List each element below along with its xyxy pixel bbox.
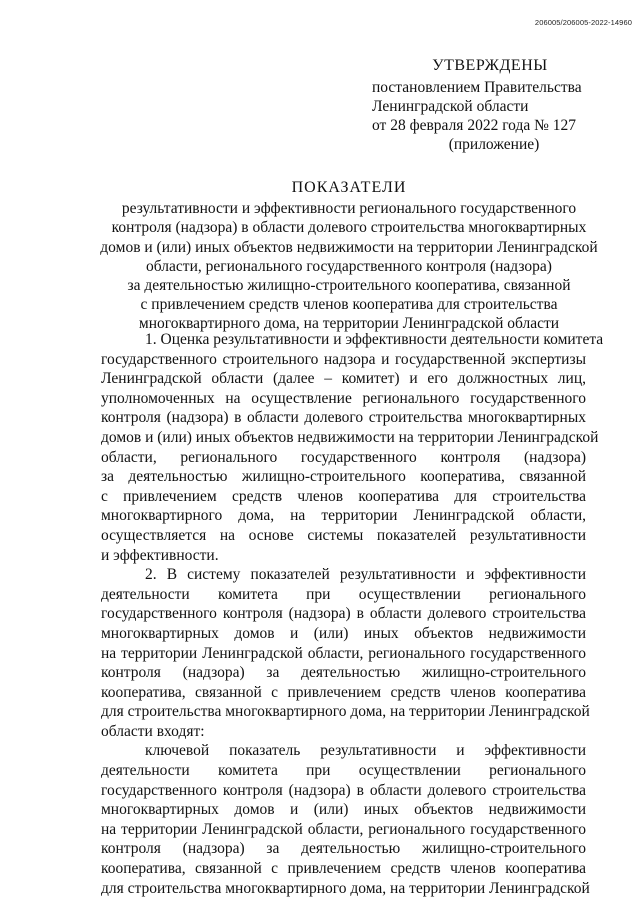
paragraph-2-line: кооператива, связанной с привлечением средств членов кооператива: [101, 683, 586, 701]
title-subline: результативности и эффективности регионального государственного: [121, 200, 577, 218]
title-subline: многоквартирного дома, на территории Ленинградской области: [138, 315, 560, 333]
approval-heading: УТВЕРЖДЕНЫ: [432, 57, 548, 74]
paragraph-2-line: на территории Ленинградской области, регионального государственного: [101, 644, 586, 662]
paragraph-1-line: многоквартирного дома, на территории Ленинградской области,: [101, 507, 586, 525]
document-title-block: [60, 178, 638, 334]
paragraph-2-line: области входят:: [101, 722, 205, 740]
document-body: [101, 330, 604, 898]
paragraph-1-line: за деятельностью жилищно-строительного кооператива, связанной: [101, 468, 586, 486]
paragraph-2-line: государственного контроля (надзора) в области долевого строительства: [101, 605, 586, 623]
approval-line: Ленинградской области: [372, 98, 529, 115]
document-title: ПОКАЗАТЕЛИ: [291, 179, 407, 196]
title-subline: контроля (надзора) в области долевого строительства многоквартирных: [111, 219, 587, 237]
approval-appendix: (приложение): [448, 136, 540, 153]
paragraph-2-line: деятельности комитета при осуществлении регионального: [101, 585, 586, 603]
paragraph-1-line: области, регионального государственного контроля (надзора): [101, 448, 586, 466]
paragraph-1-line: 1. Оценка результативности и эффективности деятельности комитета: [145, 331, 604, 348]
paragraph-3-line: для строительства многоквартирного дома, на территории Ленинградской: [101, 879, 590, 897]
paragraph-3-line: контроля (надзора) за деятельностью жилищно-строительного: [101, 840, 586, 858]
paragraph-2-line: для строительства многоквартирного дома, на территории Ленинградской: [101, 703, 590, 721]
document-registration-number: 206005/206005-2022-14960: [534, 18, 632, 27]
paragraph-3-line: деятельности комитета при осуществлении регионального: [101, 762, 586, 780]
approval-block: [372, 56, 592, 154]
paragraph-1-line: уполномоченных на осуществление регионального государственного: [101, 389, 586, 407]
paragraph-1-line: домов и (или) иных объектов недвижимости на территории Ленинградской: [101, 428, 599, 446]
paragraph-1-line: и эффективности.: [101, 546, 219, 564]
paragraph-1-line: осуществляется на основе системы показателей результативности: [101, 526, 586, 544]
paragraph-3-line: на территории Ленинградской области, регионального государственного: [101, 820, 586, 838]
title-subline: домов и (или) иных объектов недвижимости на территории Ленинградской: [100, 238, 598, 256]
title-subline: за деятельностью жилищно-строительного кооператива, связанной: [127, 277, 571, 295]
paragraph-1-line: контроля (надзора) в области долевого строительства многоквартирных: [101, 409, 586, 427]
paragraph-2-line: многоквартирных домов и (или) иных объектов недвижимости: [101, 624, 586, 642]
paragraph-1-line: с привлечением средств членов кооператива для строительства: [101, 487, 586, 505]
paragraph-2-line: контроля (надзора) за деятельностью жилищно-строительного: [101, 664, 586, 682]
paragraph-3-line: государственного контроля (надзора) в области долевого строительства: [101, 781, 586, 799]
paragraph-2-line: 2. В систему показателей результативности и эффективности: [145, 566, 586, 584]
paragraph-3-line: кооператива, связанной с привлечением средств членов кооператива: [101, 860, 586, 878]
approval-line: постановлением Правительства: [372, 79, 582, 96]
paragraph-1-line: государственного строительного надзора и государственной экспертизы: [101, 350, 586, 368]
paragraph-3-line: многоквартирных домов и (или) иных объектов недвижимости: [101, 801, 586, 819]
title-subline: области, регионального государственного контроля (надзора): [146, 257, 552, 275]
paragraph-3-line: ключевой показатель результативности и эффективности: [145, 742, 586, 760]
title-subline: с привлечением средств членов кооператива для строительства: [140, 296, 558, 314]
paragraph-1-line: Ленинградской области (далее – комитет) и его должностных лиц,: [101, 370, 586, 388]
approval-line: от 28 февраля 2022 года № 127: [372, 117, 577, 134]
